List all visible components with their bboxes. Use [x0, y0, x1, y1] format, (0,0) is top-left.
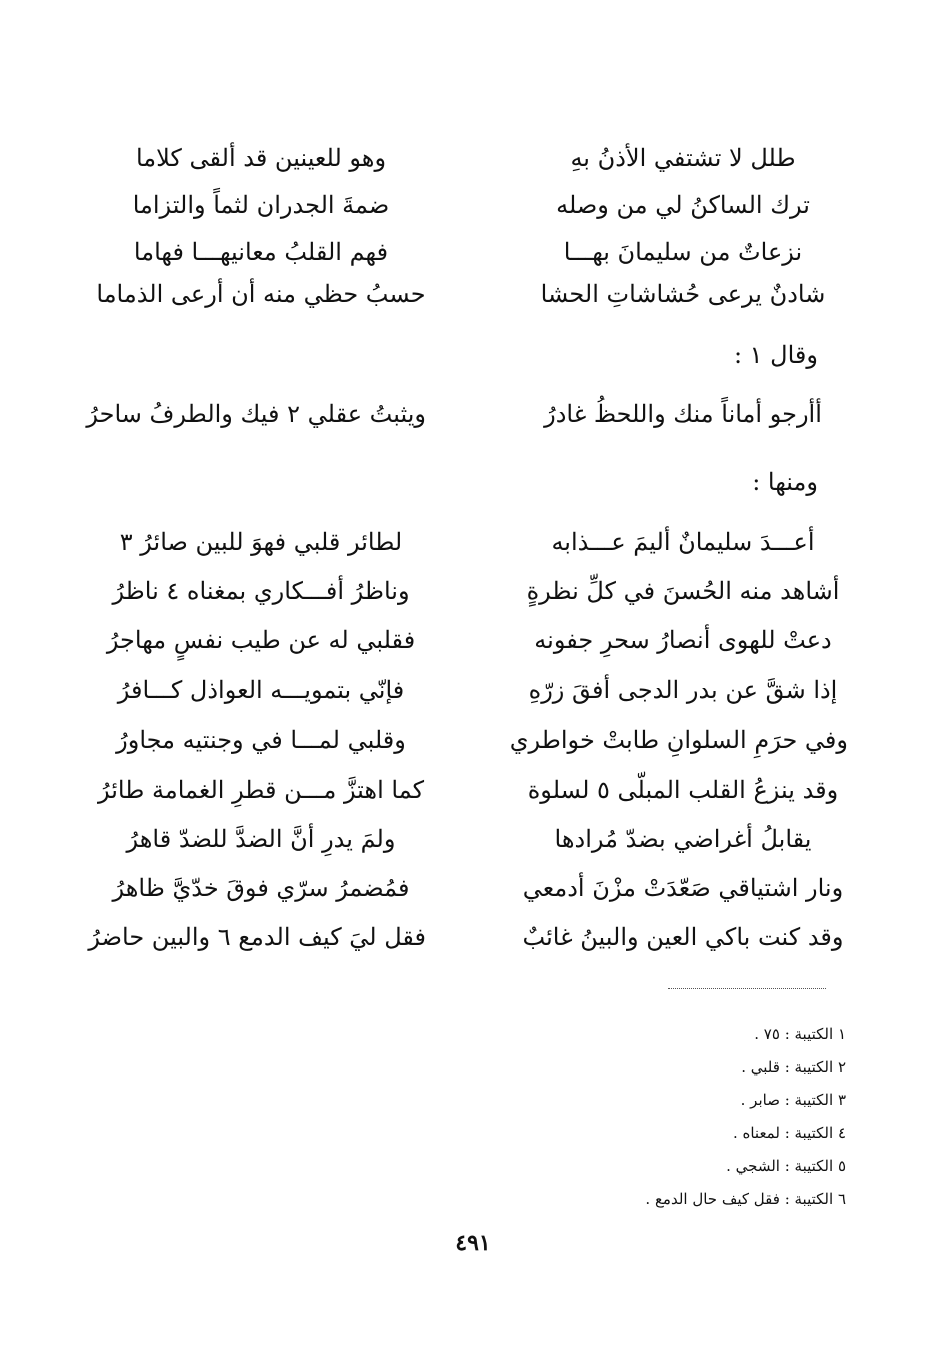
- verse-first-hemistich: إذا شقَّ عن بدر الدجى أفقَ زرّهِ: [528, 676, 838, 704]
- footnote-divider: [668, 988, 826, 989]
- verse-first-hemistich: دعتْ للهوى أنصارُ سحرِ جفونه: [534, 626, 832, 654]
- footnote: ٣ الكتيبة : صابر .: [740, 1091, 846, 1109]
- verse-second-hemistich: ويثبتُ عقلي ٢ فيك والطرفُ ساحرُ: [86, 400, 426, 428]
- verse-first-hemistich: يقابلُ أغراضي بضدّ مُرادها: [554, 825, 812, 853]
- verse-row: [0, 716, 946, 764]
- verse-first-hemistich: طلل لا تشتفي الأذنُ بهِ: [570, 144, 796, 172]
- verse-row: [0, 864, 946, 912]
- verse-second-hemistich: فإنّي بتمويـــه العواذل كـــافرُ: [117, 676, 405, 704]
- verse-first-hemistich: وفي حرَمِ السلوانِ طابتْ خواطري: [509, 726, 848, 754]
- verse-second-hemistich: حسبُ حظي منه أن أرعى الذماما: [96, 280, 426, 308]
- verse-row: [0, 518, 946, 566]
- verse-second-hemistich: فهم القلبُ معانيهـــا فهاما: [133, 238, 389, 266]
- verse-second-hemistich: فقلبي له عن طيب نفسٍ مهاجرُ: [106, 626, 416, 654]
- verse-row: [0, 616, 946, 664]
- verse-row: [0, 228, 946, 276]
- verse-first-hemistich: نزعاتٌ من سليمانَ بهـــا: [563, 238, 803, 266]
- verse-row: [0, 815, 946, 863]
- verse-second-hemistich: كما اهتزَّ مـــن قطرِ الغمامة طائرُ: [98, 776, 424, 804]
- verse-first-hemistich: أأرجو أماناً منك واللحظُ غادرُ: [544, 400, 822, 428]
- verse-row: [0, 390, 946, 438]
- verse-row: [0, 270, 946, 318]
- verse-first-hemistich: وقد ينزعُ القلب المبلّى ٥ لسلوة: [527, 776, 839, 804]
- verse-row: [0, 134, 946, 182]
- footnote: ٥ الكتيبة : الشجي .: [726, 1157, 846, 1175]
- verse-second-hemistich: وهو للعينين قد ألقى كلاما: [135, 144, 387, 172]
- section-intro: وقال ١ :: [733, 341, 818, 369]
- verse-second-hemistich: فمُضمرُ سرّي فوقَ خدّيَّ ظاهرُ: [112, 874, 410, 902]
- verse-second-hemistich: ضمةَ الجدران لثماً والتزاما: [132, 191, 390, 219]
- page-number: ٤٩١: [455, 1230, 491, 1256]
- section-intro: ومنها :: [752, 468, 818, 496]
- verse-first-hemistich: ونار اشتياقي صَعّدَتْ مزْنَ أدمعي: [522, 874, 844, 902]
- verse-first-hemistich: وقد كنت باكي العين والبينُ غائبٌ: [522, 923, 844, 951]
- footnotes: [526, 1018, 846, 1216]
- verse-first-hemistich: أشاهد منه الحُسنَ في كلِّ نظرةٍ: [526, 577, 840, 605]
- footnote: ٤ الكتيبة : لمعناه .: [732, 1124, 846, 1142]
- verse-first-hemistich: أعـــدَ سليمانٌ أليمَ عـــذابه: [551, 528, 815, 556]
- verse-second-hemistich: وقلبي لمـــا في وجنتيه مجاورُ: [116, 726, 406, 754]
- verse-second-hemistich: ولمَ يدرِ أنَّ الضدَّ للضدّ قاهرُ: [126, 825, 396, 853]
- verse-first-hemistich: ترك الساكنُ لي من وصله: [556, 191, 810, 219]
- footnote: ٦ الكتيبة : فقل كيف حال الدمع .: [645, 1190, 846, 1208]
- verse-second-hemistich: وناظرُ أفـــكاري بمغناه ٤ ناظرُ: [112, 577, 410, 605]
- verse-row: [0, 567, 946, 615]
- verse-second-hemistich: فقل ليَ كيف الدمع ٦ والبين حاضرُ: [88, 923, 426, 951]
- verse-first-hemistich: شادنٌ يرعى حُشاشاتِ الحشا: [540, 280, 826, 308]
- verse-second-hemistich: لطائر قلبي فهوَ للبين صائرُ ٣: [119, 528, 403, 556]
- footnote: ١ الكتيبة : ٧٥ .: [754, 1025, 846, 1043]
- verse-row: [0, 913, 946, 961]
- footnote: ٢ الكتيبة : قلبي .: [741, 1058, 846, 1076]
- verse-row: [0, 666, 946, 714]
- verse-row: [0, 766, 946, 814]
- verse-row: [0, 181, 946, 229]
